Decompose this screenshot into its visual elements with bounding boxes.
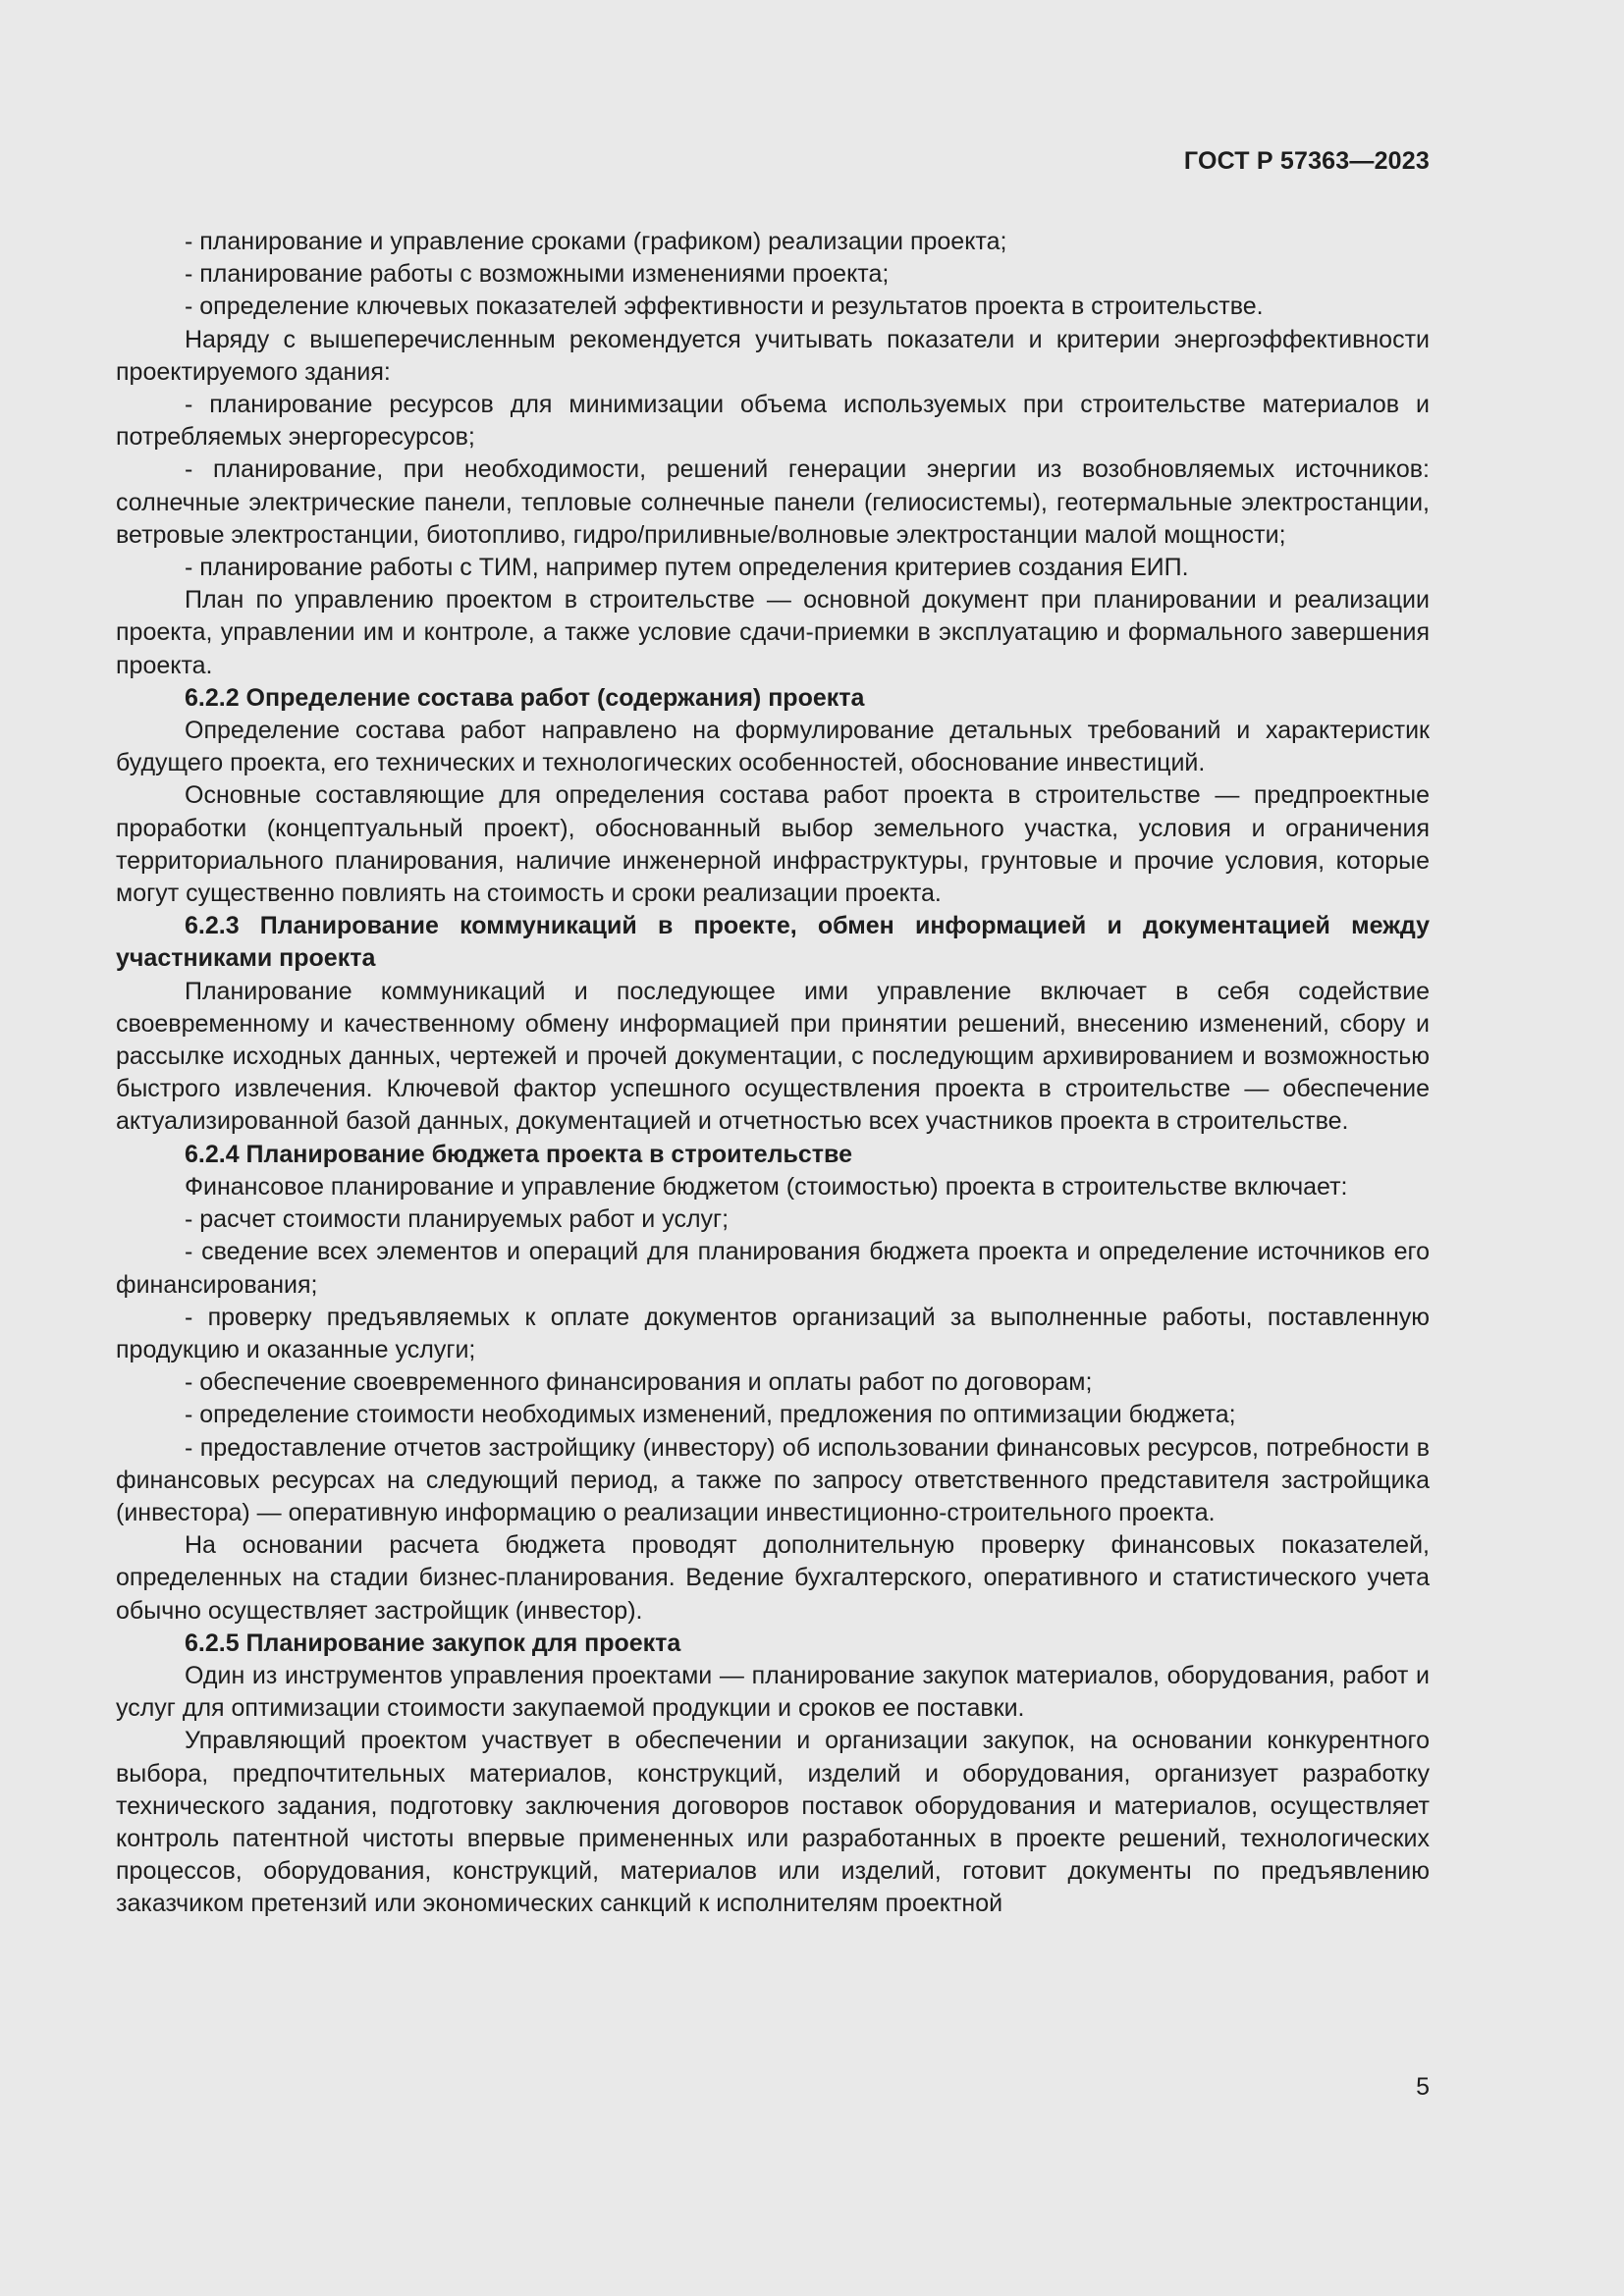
section-heading: 6.2.5 Планирование закупок для проекта	[185, 1629, 681, 1657]
section-heading: 6.2.2 Определение состава работ (содержания) проекта	[185, 683, 865, 712]
paragraph: Наряду с вышеперечисленным рекомендуется учитывать показатели и критерии энергоэффективности проектируемого здания:	[116, 325, 1430, 386]
paragraph: На основании расчета бюджета проводят дополнительную проверку финансовых показателей, определенных на стадии бизнес-планирования. Ведение бухгалтерского, оперативного и статистического учета обычно осуществляет застройщик (инвестор).	[116, 1531, 1430, 1625]
paragraph: - планирование и управление сроками (графиком) реализации проекта;	[185, 228, 1007, 255]
paragraph: - планирование работы с ТИМ, например путем определения критериев создания ЕИП.	[185, 554, 1189, 582]
paragraph: - планирование работы с возможными изменениями проекта;	[185, 260, 890, 289]
paragraph: Управляющий проектом участвует в обеспечении и организации закупок, на основании конкурентного выбора, предпочтительных материалов, конструкций, изделий и оборудования, организует разработку технического задания, подготовку заключения договоров поставок оборудования и материалов, осуществляет контроль патентной чистоты впервые примененных или разработанных в проекте решений, технологических процессов, оборудования, конструкций, материалов или изделий, готовит документы по предъявлению заказчиком претензий или экономических санкций к исполнителям проектной	[116, 1727, 1430, 1918]
paragraph: - планирование, при необходимости, решений генерации энергии из возобновляемых источников: солнечные электрические панели, тепловые солнечные панели (гелиосистемы), геотермальные электростанции, ветровые электростанции, биотопливо, гидро/приливные/волновые электростанции малой мощности;	[116, 455, 1430, 549]
paragraph: - предоставление отчетов застройщику (инвестору) об использовании финансовых ресурсов, потребности в финансовых ресурсах на следующий период, а также по запросу ответственного представителя застройщика (инвестора) — оперативную информацию о реализации инвестиционно-строительного проекта.	[116, 1433, 1430, 1526]
paragraph: Основные составляющие для определения состава работ проекта в строительстве — предпроектные проработки (концептуальный проект), обоснованный выбор земельного участка, условия и ограничения территориального планирования, наличие инженерной инфраструктуры, грунтовые и прочие условия, которые могут существенно повлиять на стоимость и сроки реализации проекта.	[116, 781, 1430, 908]
standard-header: ГОСТ Р 57363—2023	[1183, 147, 1430, 175]
paragraph: План по управлению проектом в строительстве — основной документ при планировании и реализации проекта, управлении им и контроле, а также условие сдачи-приемки в эксплуатацию и формального завершения проекта.	[116, 586, 1430, 679]
page-number: 5	[1416, 2073, 1430, 2101]
paragraph: - планирование ресурсов для минимизации объема используемых при строительстве материалов и потребляемых энергоресурсов;	[116, 391, 1430, 452]
paragraph: - расчет стоимости планируемых работ и услуг;	[185, 1205, 730, 1234]
paragraph: - проверку предъявляемых к оплате документов организаций за выполненные работы, поставленную продукцию и оказанные услуги;	[116, 1303, 1430, 1363]
paragraph: Планирование коммуникаций и последующее ими управление включает в себя содействие своевременному и качественному обмену информацией при принятии решений, внесению изменений, сбору и рассылке исходных данных, чертежей и прочей документации, с последующим архивированием и возможностью быстрого извлечения. Ключевой фактор успешного осуществления проекта в строительстве — обеспечение актуализированной базой данных, документацией и отчетностью всех участников проекта в строительстве.	[116, 977, 1430, 1136]
paragraph: Определение состава работ направлено на формулирование детальных требований и характеристик будущего проекта, его технических и технологических особенностей, обоснование инвестиций.	[116, 717, 1430, 777]
section-heading: 6.2.3 Планирование коммуникаций в проекте, обмен информацией и документацией между участниками проекта	[116, 912, 1430, 973]
document-body	[116, 226, 1430, 1921]
section-heading: 6.2.4 Планирование бюджета проекта в строительстве	[185, 1140, 852, 1168]
paragraph: Финансовое планирование и управление бюджетом (стоимостью) проекта в строительстве включает:	[185, 1172, 1348, 1201]
paragraph: - обеспечение своевременного финансирования и оплаты работ по договорам;	[185, 1368, 1093, 1397]
paragraph: - определение стоимости необходимых изменений, предложения по оптимизации бюджета;	[185, 1401, 1236, 1429]
paragraph: - сведение всех элементов и операций для планирования бюджета проекта и определение источников его финансирования;	[116, 1238, 1430, 1299]
paragraph: Один из инструментов управления проектами — планирование закупок материалов, оборудования, работ и услуг для оптимизации стоимости закупаемой продукции и сроков ее поставки.	[116, 1661, 1430, 1723]
paragraph: - определение ключевых показателей эффективности и результатов проекта в строительстве.	[185, 293, 1264, 321]
